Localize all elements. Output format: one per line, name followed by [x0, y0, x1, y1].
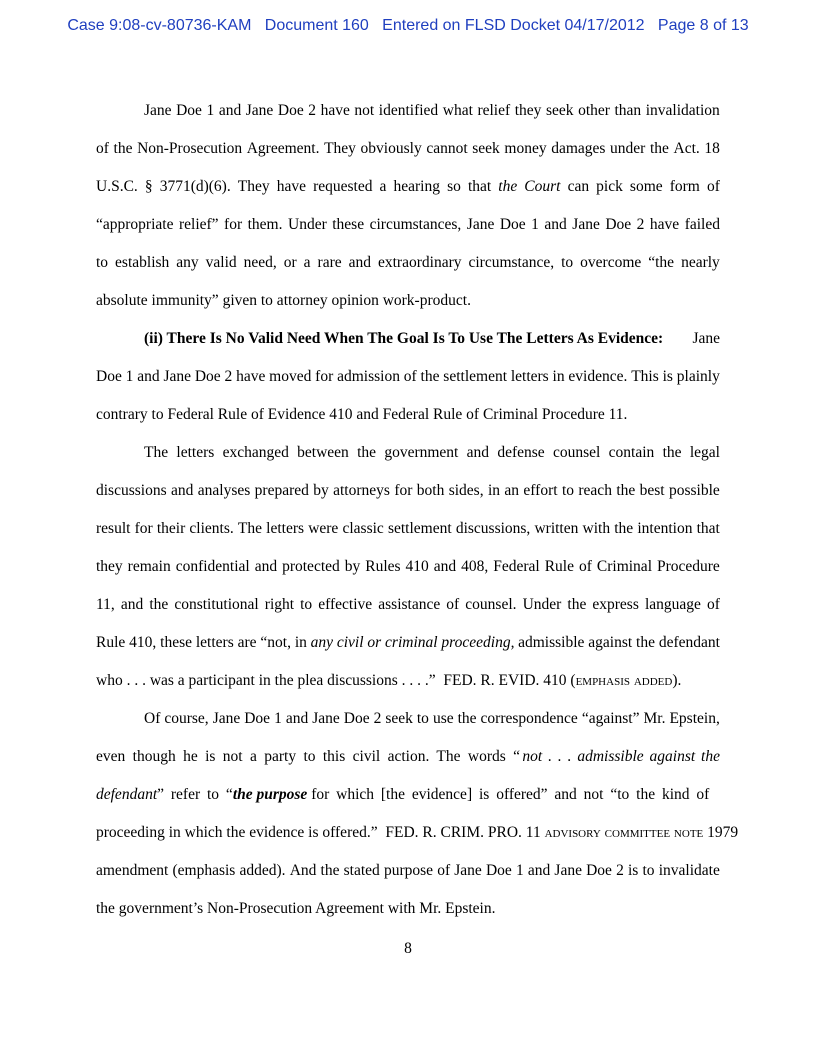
word: obviously — [360, 140, 422, 157]
word: nearly — [681, 254, 720, 271]
word: them. — [247, 216, 283, 233]
word: and — [171, 482, 194, 499]
word: to — [96, 254, 109, 271]
word: assistance — [378, 596, 441, 613]
word: Jane — [554, 862, 582, 879]
word: § — [144, 178, 153, 195]
word: analyses — [197, 482, 251, 499]
word: hearing — [393, 178, 440, 195]
word: of — [578, 558, 592, 575]
word: “against” — [581, 710, 640, 727]
page-number: 8 — [404, 940, 412, 957]
word: Doe — [485, 862, 512, 879]
word: than — [614, 102, 642, 119]
text-line: even though he is not a party to this civil action. The words “ not . . . admissible against the — [96, 738, 720, 776]
word: counsel. — [465, 596, 517, 613]
word: the — [457, 710, 477, 727]
word: And — [289, 862, 317, 879]
text-line — [96, 852, 720, 890]
word: use — [432, 710, 454, 727]
word: 2 — [636, 216, 645, 233]
word: counsel — [553, 444, 601, 461]
word: rare — [317, 254, 342, 271]
word: best — [639, 482, 665, 499]
word: language — [644, 596, 701, 613]
word: Jane — [312, 710, 340, 727]
word: effort — [523, 482, 558, 499]
emphasis-text: any civil or criminal proceeding, — [310, 634, 515, 651]
word: have — [236, 368, 266, 385]
word: and — [137, 368, 160, 385]
word: they — [96, 558, 123, 575]
text-line: absolute immunity” given to attorney opinion work-product. — [96, 292, 471, 309]
word: Doe — [586, 862, 612, 879]
text-line — [96, 92, 720, 130]
text-line: contrary to Federal Rule of Evidence 410 and Federal Rule of Criminal Procedure 11. — [96, 406, 628, 423]
word: This — [631, 368, 659, 385]
word: course, — [164, 710, 209, 727]
text-line: proceeding in which the evidence is offered.” FED. R. CRIM. PRO. 11 advisory committee note 1979 — [96, 814, 720, 852]
word: settlement — [443, 368, 507, 385]
text-line — [96, 548, 720, 586]
word: Doe — [343, 710, 370, 727]
word: Epstein, — [669, 710, 720, 727]
word: 1 — [125, 368, 134, 385]
word: 2 — [224, 368, 233, 385]
word: correspondence — [480, 710, 578, 727]
word: have — [276, 178, 306, 195]
word: Jane — [454, 862, 482, 879]
section-heading: (ii) There Is No Valid Need When The Goal Is To Use The Letters As Evidence: — [144, 330, 664, 347]
word: failed — [684, 216, 720, 233]
word: for — [134, 520, 153, 537]
word: of — [403, 368, 417, 385]
docket-header — [0, 17, 816, 35]
word: or — [283, 254, 297, 271]
word: to — [642, 862, 655, 879]
word: 410 — [405, 558, 429, 575]
word: 2 — [373, 710, 382, 727]
word: so — [447, 178, 461, 195]
word: letters — [176, 444, 215, 461]
word: money — [504, 140, 547, 157]
word: not — [354, 102, 375, 119]
word: these — [332, 216, 365, 233]
word: that — [467, 178, 492, 195]
word: by — [313, 482, 329, 499]
word: the — [357, 444, 377, 461]
word: relief — [477, 102, 511, 119]
word: Mr. — [643, 710, 666, 727]
word: circumstances, — [369, 216, 462, 233]
word: effective — [318, 596, 373, 613]
word: Doe — [244, 710, 271, 727]
word: in — [552, 368, 565, 385]
word: written — [534, 520, 579, 537]
word: remain — [127, 558, 171, 575]
word: exchanged — [222, 444, 289, 461]
word: 1 — [531, 216, 539, 233]
word: Doe — [605, 216, 632, 233]
word: 3771(d)(6). — [159, 178, 231, 195]
word: clients. — [189, 520, 234, 537]
word: protected — [282, 558, 340, 575]
word: identified — [378, 102, 439, 119]
emphasis-word: Court — [524, 178, 561, 195]
word: settlement — [387, 520, 452, 537]
word: and — [254, 558, 278, 575]
word: need, — [243, 254, 277, 271]
word: discussions, — [455, 520, 531, 537]
word: and — [120, 596, 144, 613]
word: to — [561, 254, 574, 271]
text-line: who . . . was a participant in the plea discussions . . . .” FED. R. EVID. 410 (emphasis added). — [96, 662, 720, 700]
word: stated — [343, 862, 380, 879]
text-line: (ii) There Is No Valid Need When The Goal Is To Use The Letters As Evidence: Jane — [96, 320, 720, 358]
word: and — [433, 558, 457, 575]
document-body — [96, 92, 739, 928]
word: Jane — [572, 216, 600, 233]
word: reach — [578, 482, 612, 499]
text-line — [96, 244, 720, 282]
header-entered-date: Entered on FLSD Docket 04/17/2012 — [382, 17, 645, 34]
word: U.S.C. — [96, 178, 138, 195]
header-document-number: Document 160 — [264, 17, 369, 34]
word: to — [416, 710, 429, 727]
text-line — [96, 700, 720, 738]
word: under — [610, 140, 646, 157]
word: defense — [497, 444, 545, 461]
word: Rule — [544, 558, 574, 575]
word: 408, — [461, 558, 489, 575]
word: plainly — [676, 368, 720, 385]
word: Doe — [176, 102, 202, 119]
word: 18 — [704, 140, 720, 157]
word: the — [567, 596, 587, 613]
word: for — [315, 368, 334, 385]
emphasis-text: the purpose — [232, 786, 308, 803]
emphasis-word: the — [498, 178, 518, 195]
header-page-indicator: Page 8 of 13 — [657, 17, 749, 34]
word: Non-Prosecution — [137, 140, 243, 157]
word: prepared — [254, 482, 309, 499]
word: requested — [313, 178, 373, 195]
word: purpose — [383, 862, 434, 879]
word: for — [224, 216, 243, 233]
word: is — [662, 368, 673, 385]
word: and — [348, 254, 372, 271]
word: possible — [668, 482, 720, 499]
word: added). — [239, 862, 286, 879]
word: (emphasis — [172, 862, 236, 879]
word: circumstance, — [468, 254, 555, 271]
word: with — [582, 520, 611, 537]
word: that — [696, 520, 720, 537]
word: of — [437, 862, 451, 879]
word: 1 — [274, 710, 282, 727]
word: 2 — [308, 102, 317, 119]
word: the — [320, 862, 340, 879]
word: by — [344, 558, 361, 575]
word: and — [285, 710, 309, 727]
word: of — [706, 596, 720, 613]
word: letters — [510, 368, 549, 385]
word: Doe — [499, 216, 526, 233]
word: admission — [337, 368, 400, 385]
word: the — [649, 140, 669, 157]
word: The — [144, 444, 169, 461]
word: what — [442, 102, 473, 119]
word: a — [303, 254, 311, 271]
word: Doe — [194, 368, 221, 385]
word: of — [706, 178, 720, 195]
word: overcome — [580, 254, 642, 271]
word: classic — [342, 520, 384, 537]
word: contain — [608, 444, 655, 461]
word: extraordinary — [378, 254, 462, 271]
word: Under — [522, 596, 562, 613]
text-line: defendant ” refer to “ the purpose for which [the evidence] is offered” and not “to the kind of — [96, 776, 720, 814]
word: Jane — [212, 710, 241, 727]
word: have — [320, 102, 350, 119]
word: seek — [472, 140, 500, 157]
word: between — [297, 444, 349, 461]
word: The — [237, 520, 262, 537]
word: and — [218, 102, 242, 119]
word: intention — [637, 520, 693, 537]
word: any — [176, 254, 199, 271]
word: an — [504, 482, 520, 499]
word: a — [379, 178, 387, 195]
word: express — [592, 596, 639, 613]
citation: FED. R. CRIM. PRO. 11 advisory committee note 1979 — [385, 824, 739, 841]
word: cannot — [426, 140, 468, 157]
word: both — [416, 482, 445, 499]
text-line: Rule 410, these letters are “not, in any civil or criminal proceeding, admissible against the defendant — [96, 624, 720, 662]
word: “appropriate — [96, 216, 174, 233]
word: relief” — [178, 216, 219, 233]
citation: FED. R. EVID. 410 (emphasis added). — [443, 672, 682, 689]
word: Criminal — [596, 558, 652, 575]
word: have — [649, 216, 680, 233]
word: government — [384, 444, 459, 461]
word: 1 — [206, 102, 215, 119]
word: seek — [545, 102, 574, 119]
word: moved — [269, 368, 312, 385]
word: “the — [648, 254, 675, 271]
word: the — [616, 482, 636, 499]
word: sides, — [448, 482, 484, 499]
text-line — [96, 472, 720, 510]
word: Jane — [245, 102, 274, 119]
word: damages — [551, 140, 606, 157]
word: establish — [115, 254, 170, 271]
word: amendment — [96, 862, 169, 879]
word: Under — [288, 216, 327, 233]
word: Doe — [277, 102, 304, 119]
word: the — [113, 140, 133, 157]
word: 2 — [616, 862, 624, 879]
text-line — [96, 206, 720, 244]
word: other — [578, 102, 610, 119]
word: form — [669, 178, 700, 195]
word: right — [264, 596, 295, 613]
word: discussions — [96, 482, 167, 499]
text-line — [96, 434, 720, 472]
word: pick — [596, 178, 623, 195]
word: were — [308, 520, 339, 537]
text-line: the government’s Non-Prosecution Agreement with Mr. Epstein. — [96, 900, 496, 917]
word: the — [420, 368, 440, 385]
text-line — [96, 586, 720, 624]
word: to — [561, 482, 575, 499]
word: They — [237, 178, 270, 195]
word: and — [466, 444, 490, 461]
word: Rules — [365, 558, 401, 575]
text-line — [96, 168, 720, 206]
word: valid — [205, 254, 237, 271]
word: the — [662, 444, 682, 461]
word: invalidation — [645, 102, 720, 119]
word: Federal — [493, 558, 540, 575]
word: Jane — [466, 216, 495, 233]
text-line — [96, 130, 720, 168]
word: they — [514, 102, 542, 119]
word: seek — [385, 710, 413, 727]
word: and — [527, 862, 551, 879]
word: 1 — [515, 862, 524, 879]
word: some — [629, 178, 663, 195]
word: to — [300, 596, 313, 613]
word: legal — [689, 444, 720, 461]
word: in — [487, 482, 501, 499]
word: of — [96, 140, 109, 157]
word: 11, — [96, 596, 115, 613]
word: confidential — [175, 558, 250, 575]
word: They — [324, 140, 356, 157]
word: Agreement. — [246, 140, 320, 157]
word: is — [628, 862, 639, 879]
word: of — [446, 596, 460, 613]
word: Procedure — [656, 558, 720, 575]
word: constitutional — [174, 596, 259, 613]
word: Doe — [96, 368, 122, 385]
word: the — [614, 520, 634, 537]
word: attorneys — [333, 482, 390, 499]
word: Act. — [673, 140, 700, 157]
text-line — [96, 358, 720, 396]
header-case-number: Case 9:08-cv-80736-KAM — [67, 17, 252, 34]
word: their — [156, 520, 186, 537]
word: the — [149, 596, 169, 613]
word: for — [394, 482, 413, 499]
emphasis-text: not . . . admissible against the — [522, 748, 720, 765]
word: letters — [266, 520, 305, 537]
word: invalidate — [658, 862, 720, 879]
text-line — [96, 510, 720, 548]
word: can — [567, 178, 590, 195]
word: Jane — [163, 368, 191, 385]
word: Jane — [144, 102, 172, 119]
word: result — [96, 520, 131, 537]
emphasis-text: defendant — [96, 786, 158, 803]
word: and — [544, 216, 567, 233]
word: Of — [144, 710, 161, 727]
word: evidence. — [568, 368, 628, 385]
